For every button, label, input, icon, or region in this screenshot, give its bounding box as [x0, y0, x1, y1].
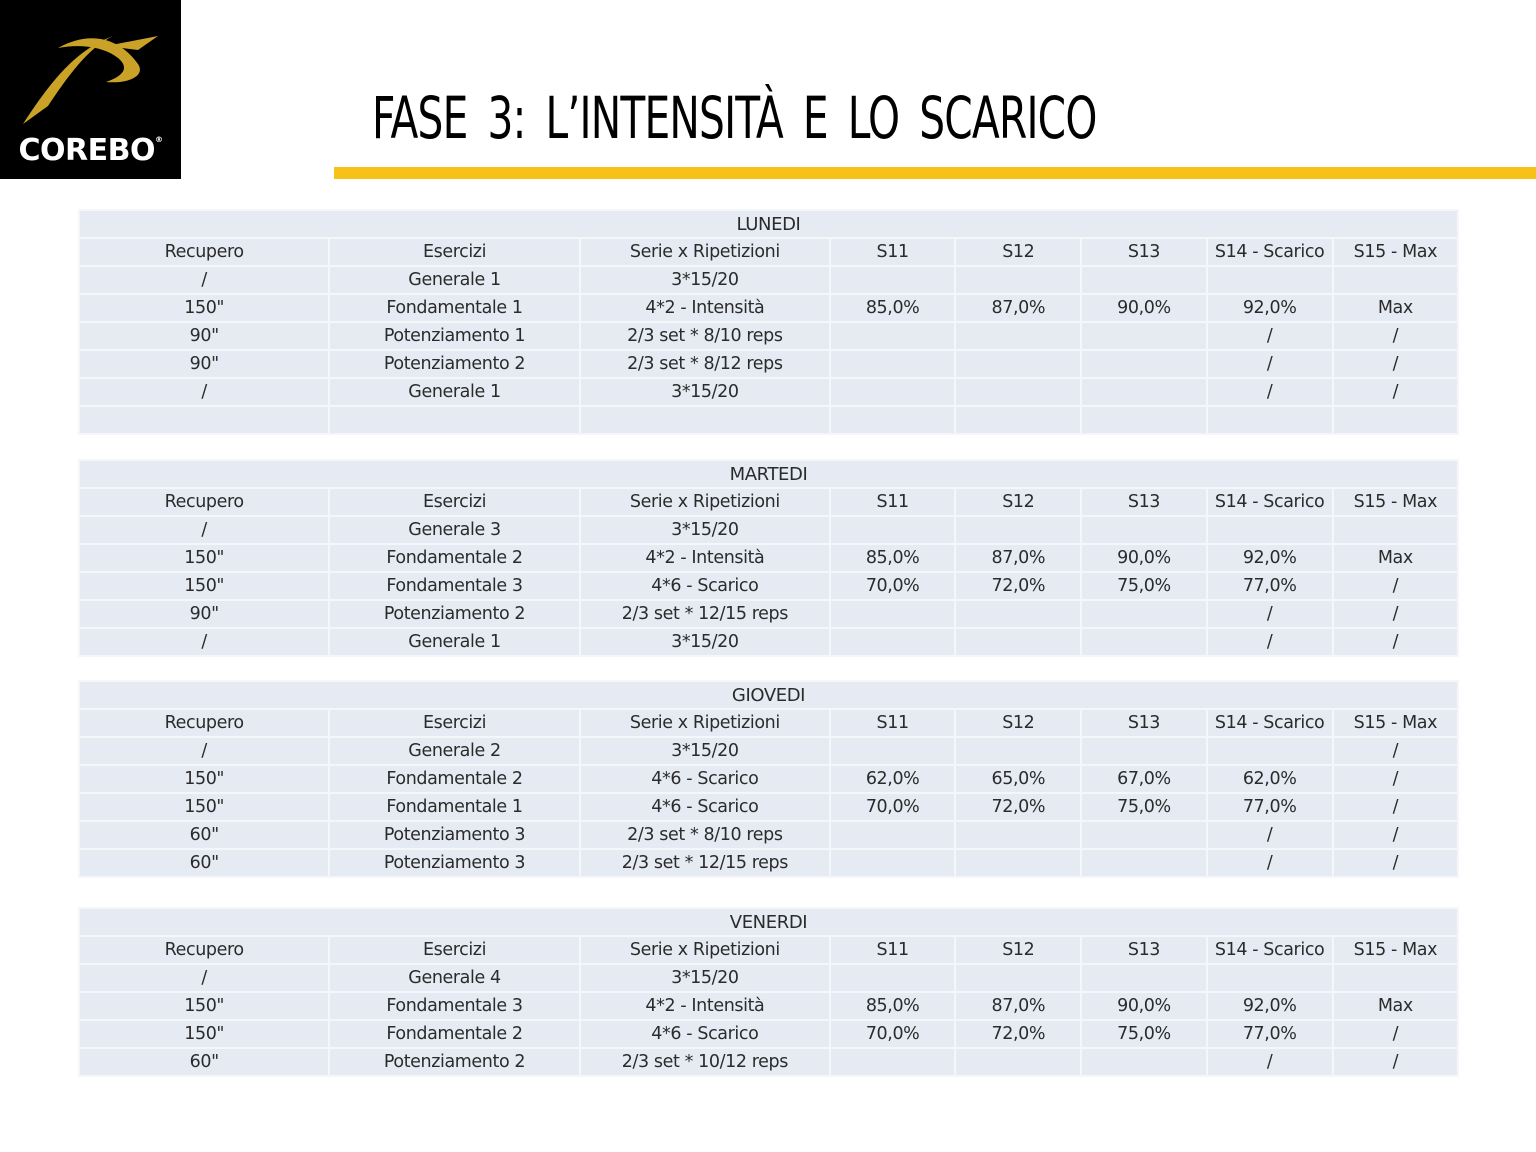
- table-cell: Fondamentale 1: [329, 294, 579, 322]
- table-row: [79, 350, 1458, 378]
- table-cell: 2/3 set * 8/12 reps: [580, 350, 830, 378]
- table-row: [79, 406, 1458, 434]
- table-cell: 85,0%: [830, 294, 955, 322]
- table-cell: Potenziamento 2: [329, 350, 579, 378]
- table-cell: Fondamentale 2: [329, 544, 579, 572]
- table-cell: 85,0%: [830, 544, 955, 572]
- table-cell: /: [1333, 1020, 1458, 1048]
- table-cell: [1081, 266, 1206, 294]
- table-cell: 70,0%: [830, 793, 955, 821]
- table-cell: Generale 1: [329, 266, 579, 294]
- table-cell: 90": [79, 350, 329, 378]
- table-cell: 3*15/20: [580, 964, 830, 992]
- column-header: Serie x Ripetizioni: [580, 238, 830, 266]
- table-row: [79, 572, 1458, 600]
- table-cell: [830, 378, 955, 406]
- table-cell: [1081, 378, 1206, 406]
- table-cell: 90": [79, 600, 329, 628]
- table-cell: /: [1333, 572, 1458, 600]
- table-cell: /: [1207, 849, 1333, 877]
- table-cell: [955, 628, 1081, 656]
- table-cell: 2/3 set * 12/15 reps: [580, 849, 830, 877]
- table-cell: 4*6 - Scarico: [580, 572, 830, 600]
- day-title-row: [79, 908, 1458, 936]
- table-cell: /: [1207, 1048, 1333, 1076]
- table-cell: /: [1207, 628, 1333, 656]
- table-cell: [1207, 964, 1333, 992]
- table-cell: [1333, 406, 1458, 434]
- table-cell: Fondamentale 2: [329, 1020, 579, 1048]
- table-cell: 87,0%: [955, 992, 1081, 1020]
- table-cell: [1333, 516, 1458, 544]
- column-header: Esercizi: [329, 238, 579, 266]
- table-cell: Fondamentale 3: [329, 992, 579, 1020]
- table-cell: 3*15/20: [580, 378, 830, 406]
- column-header: Serie x Ripetizioni: [580, 488, 830, 516]
- day-title-row: [79, 210, 1458, 238]
- table-cell: 150": [79, 572, 329, 600]
- table-cell: [830, 849, 955, 877]
- table-cell: 87,0%: [955, 544, 1081, 572]
- table-row: [79, 765, 1458, 793]
- table-cell: /: [1333, 378, 1458, 406]
- table-cell: [830, 600, 955, 628]
- table-cell: /: [1333, 600, 1458, 628]
- table-cell: [1081, 322, 1206, 350]
- day-title-row: [79, 460, 1458, 488]
- day-name: GIOVEDI: [79, 681, 1458, 709]
- title-underline: [334, 167, 1536, 179]
- table-cell: [1207, 516, 1333, 544]
- table-cell: 77,0%: [1207, 1020, 1333, 1048]
- table-cell: [955, 600, 1081, 628]
- table-row: [79, 849, 1458, 877]
- column-header: Serie x Ripetizioni: [580, 936, 830, 964]
- table-cell: [955, 266, 1081, 294]
- table-cell: Potenziamento 3: [329, 849, 579, 877]
- table-cell: Generale 1: [329, 378, 579, 406]
- table-cell: /: [1333, 793, 1458, 821]
- table-cell: 150": [79, 294, 329, 322]
- table-row: [79, 992, 1458, 1020]
- logo-text: COREBO®: [18, 133, 163, 168]
- table-cell: 70,0%: [830, 1020, 955, 1048]
- table-row: [79, 378, 1458, 406]
- table-row: [79, 322, 1458, 350]
- table-cell: 4*6 - Scarico: [580, 1020, 830, 1048]
- table-cell: 90,0%: [1081, 294, 1206, 322]
- table-cell: 90,0%: [1081, 544, 1206, 572]
- table-cell: 72,0%: [955, 793, 1081, 821]
- table-cell: /: [79, 628, 329, 656]
- table-cell: 92,0%: [1207, 294, 1333, 322]
- table-cell: /: [79, 516, 329, 544]
- table-cell: 4*2 - Intensità: [580, 544, 830, 572]
- column-header: S11: [830, 488, 955, 516]
- table-cell: 75,0%: [1081, 572, 1206, 600]
- table-cell: [1081, 1048, 1206, 1076]
- table-cell: [580, 406, 830, 434]
- table-cell: [830, 628, 955, 656]
- table-cell: [955, 964, 1081, 992]
- table-cell: 70,0%: [830, 572, 955, 600]
- day-table-lunedi: [78, 209, 1459, 435]
- table-cell: 4*2 - Intensità: [580, 992, 830, 1020]
- table-cell: Max: [1333, 544, 1458, 572]
- day-title-row: [79, 681, 1458, 709]
- table-cell: Generale 4: [329, 964, 579, 992]
- column-header-row: [79, 709, 1458, 737]
- table-cell: [830, 406, 955, 434]
- table-row: [79, 964, 1458, 992]
- column-header: Serie x Ripetizioni: [580, 709, 830, 737]
- corebo-logo: [0, 0, 181, 179]
- table-row: [79, 793, 1458, 821]
- table-cell: 2/3 set * 12/15 reps: [580, 600, 830, 628]
- column-header: S13: [1081, 488, 1206, 516]
- table-cell: 92,0%: [1207, 992, 1333, 1020]
- table-row: [79, 266, 1458, 294]
- table-cell: 3*15/20: [580, 737, 830, 765]
- table-cell: 2/3 set * 8/10 reps: [580, 322, 830, 350]
- column-header: Recupero: [79, 488, 329, 516]
- column-header: S11: [830, 238, 955, 266]
- table-cell: [830, 821, 955, 849]
- column-header: S15 - Max: [1333, 238, 1458, 266]
- table-cell: Fondamentale 3: [329, 572, 579, 600]
- table-cell: [830, 737, 955, 765]
- table-cell: 65,0%: [955, 765, 1081, 793]
- table-cell: 67,0%: [1081, 765, 1206, 793]
- column-header: S13: [1081, 936, 1206, 964]
- column-header: Recupero: [79, 936, 329, 964]
- column-header: Recupero: [79, 238, 329, 266]
- table-cell: [955, 350, 1081, 378]
- table-row: [79, 737, 1458, 765]
- table-cell: /: [1207, 821, 1333, 849]
- table-cell: /: [1207, 350, 1333, 378]
- table-cell: Potenziamento 3: [329, 821, 579, 849]
- table-cell: /: [79, 964, 329, 992]
- table-cell: 150": [79, 793, 329, 821]
- column-header: S14 - Scarico: [1207, 488, 1333, 516]
- table-cell: [830, 350, 955, 378]
- corebo-swoosh-icon: [18, 26, 163, 126]
- table-cell: [1081, 600, 1206, 628]
- day-table-martedi: [78, 459, 1459, 657]
- table-cell: 85,0%: [830, 992, 955, 1020]
- table-cell: Fondamentale 2: [329, 765, 579, 793]
- table-row: [79, 1020, 1458, 1048]
- table-cell: 3*15/20: [580, 628, 830, 656]
- table-cell: [955, 516, 1081, 544]
- table-row: [79, 600, 1458, 628]
- table-cell: Potenziamento 1: [329, 322, 579, 350]
- table-cell: [1081, 849, 1206, 877]
- table-cell: 90,0%: [1081, 992, 1206, 1020]
- table-cell: /: [1333, 849, 1458, 877]
- table-cell: [830, 516, 955, 544]
- column-header-row: [79, 488, 1458, 516]
- table-cell: [1333, 266, 1458, 294]
- table-cell: [1207, 737, 1333, 765]
- column-header: S12: [955, 238, 1081, 266]
- table-cell: 3*15/20: [580, 516, 830, 544]
- table-cell: Generale 3: [329, 516, 579, 544]
- table-cell: [1081, 737, 1206, 765]
- column-header: S14 - Scarico: [1207, 709, 1333, 737]
- table-cell: 87,0%: [955, 294, 1081, 322]
- table-cell: [79, 406, 329, 434]
- table-cell: 75,0%: [1081, 793, 1206, 821]
- day-table-giovedi: [78, 680, 1459, 878]
- table-cell: [830, 322, 955, 350]
- table-cell: /: [1333, 737, 1458, 765]
- table-cell: 77,0%: [1207, 793, 1333, 821]
- table-row: [79, 628, 1458, 656]
- column-header: S12: [955, 936, 1081, 964]
- table-cell: [830, 1048, 955, 1076]
- table-cell: 72,0%: [955, 572, 1081, 600]
- column-header: S12: [955, 709, 1081, 737]
- table-cell: Max: [1333, 294, 1458, 322]
- column-header: Esercizi: [329, 709, 579, 737]
- column-header: S11: [830, 936, 955, 964]
- table-cell: 90": [79, 322, 329, 350]
- table-row: [79, 544, 1458, 572]
- table-cell: [955, 849, 1081, 877]
- column-header: S12: [955, 488, 1081, 516]
- table-cell: [955, 1048, 1081, 1076]
- table-row: [79, 294, 1458, 322]
- column-header: S15 - Max: [1333, 936, 1458, 964]
- table-cell: 62,0%: [1207, 765, 1333, 793]
- column-header: S14 - Scarico: [1207, 936, 1333, 964]
- table-cell: Generale 2: [329, 737, 579, 765]
- table-cell: [955, 378, 1081, 406]
- table-cell: 77,0%: [1207, 572, 1333, 600]
- table-cell: [1333, 964, 1458, 992]
- table-cell: 150": [79, 765, 329, 793]
- table-cell: 150": [79, 1020, 329, 1048]
- table-cell: 4*6 - Scarico: [580, 765, 830, 793]
- table-cell: [1081, 964, 1206, 992]
- table-cell: Generale 1: [329, 628, 579, 656]
- table-cell: /: [1207, 600, 1333, 628]
- page-title: FASE 3: L’INTENSITÀ E LO SCARICO: [372, 84, 1097, 152]
- table-cell: 2/3 set * 8/10 reps: [580, 821, 830, 849]
- table-cell: [1081, 350, 1206, 378]
- table-cell: [1081, 406, 1206, 434]
- table-cell: [1081, 821, 1206, 849]
- table-cell: [1207, 266, 1333, 294]
- column-header: S15 - Max: [1333, 488, 1458, 516]
- column-header: S15 - Max: [1333, 709, 1458, 737]
- table-cell: 4*2 - Intensità: [580, 294, 830, 322]
- table-cell: [1207, 406, 1333, 434]
- table-cell: /: [1207, 322, 1333, 350]
- table-cell: /: [1333, 350, 1458, 378]
- table-cell: [955, 322, 1081, 350]
- day-table-venerdi: [78, 907, 1459, 1077]
- day-name: VENERDI: [79, 908, 1458, 936]
- table-cell: /: [1333, 1048, 1458, 1076]
- table-cell: [955, 821, 1081, 849]
- table-cell: Fondamentale 1: [329, 793, 579, 821]
- table-cell: Potenziamento 2: [329, 600, 579, 628]
- column-header-row: [79, 936, 1458, 964]
- table-cell: Potenziamento 2: [329, 1048, 579, 1076]
- table-cell: 60": [79, 849, 329, 877]
- day-name: MARTEDI: [79, 460, 1458, 488]
- table-cell: /: [79, 737, 329, 765]
- table-row: [79, 821, 1458, 849]
- column-header: S11: [830, 709, 955, 737]
- column-header-row: [79, 238, 1458, 266]
- table-cell: 75,0%: [1081, 1020, 1206, 1048]
- table-row: [79, 1048, 1458, 1076]
- table-cell: 92,0%: [1207, 544, 1333, 572]
- column-header: Esercizi: [329, 488, 579, 516]
- table-cell: 60": [79, 1048, 329, 1076]
- table-cell: 60": [79, 821, 329, 849]
- table-cell: 4*6 - Scarico: [580, 793, 830, 821]
- table-cell: [830, 964, 955, 992]
- table-row: [79, 516, 1458, 544]
- table-cell: /: [1207, 378, 1333, 406]
- column-header: S13: [1081, 709, 1206, 737]
- column-header: Recupero: [79, 709, 329, 737]
- table-cell: /: [79, 266, 329, 294]
- table-cell: 150": [79, 992, 329, 1020]
- table-cell: [1081, 516, 1206, 544]
- table-cell: /: [1333, 322, 1458, 350]
- table-cell: /: [1333, 765, 1458, 793]
- column-header: Esercizi: [329, 936, 579, 964]
- table-cell: Max: [1333, 992, 1458, 1020]
- table-cell: /: [1333, 821, 1458, 849]
- table-cell: /: [1333, 628, 1458, 656]
- table-cell: [830, 266, 955, 294]
- table-cell: 2/3 set * 10/12 reps: [580, 1048, 830, 1076]
- table-cell: [1081, 628, 1206, 656]
- table-cell: 62,0%: [830, 765, 955, 793]
- table-cell: /: [79, 378, 329, 406]
- column-header: S13: [1081, 238, 1206, 266]
- table-cell: 3*15/20: [580, 266, 830, 294]
- table-cell: [955, 406, 1081, 434]
- table-cell: [955, 737, 1081, 765]
- table-cell: [329, 406, 579, 434]
- table-cell: 150": [79, 544, 329, 572]
- table-cell: 72,0%: [955, 1020, 1081, 1048]
- day-name: LUNEDI: [79, 210, 1458, 238]
- column-header: S14 - Scarico: [1207, 238, 1333, 266]
